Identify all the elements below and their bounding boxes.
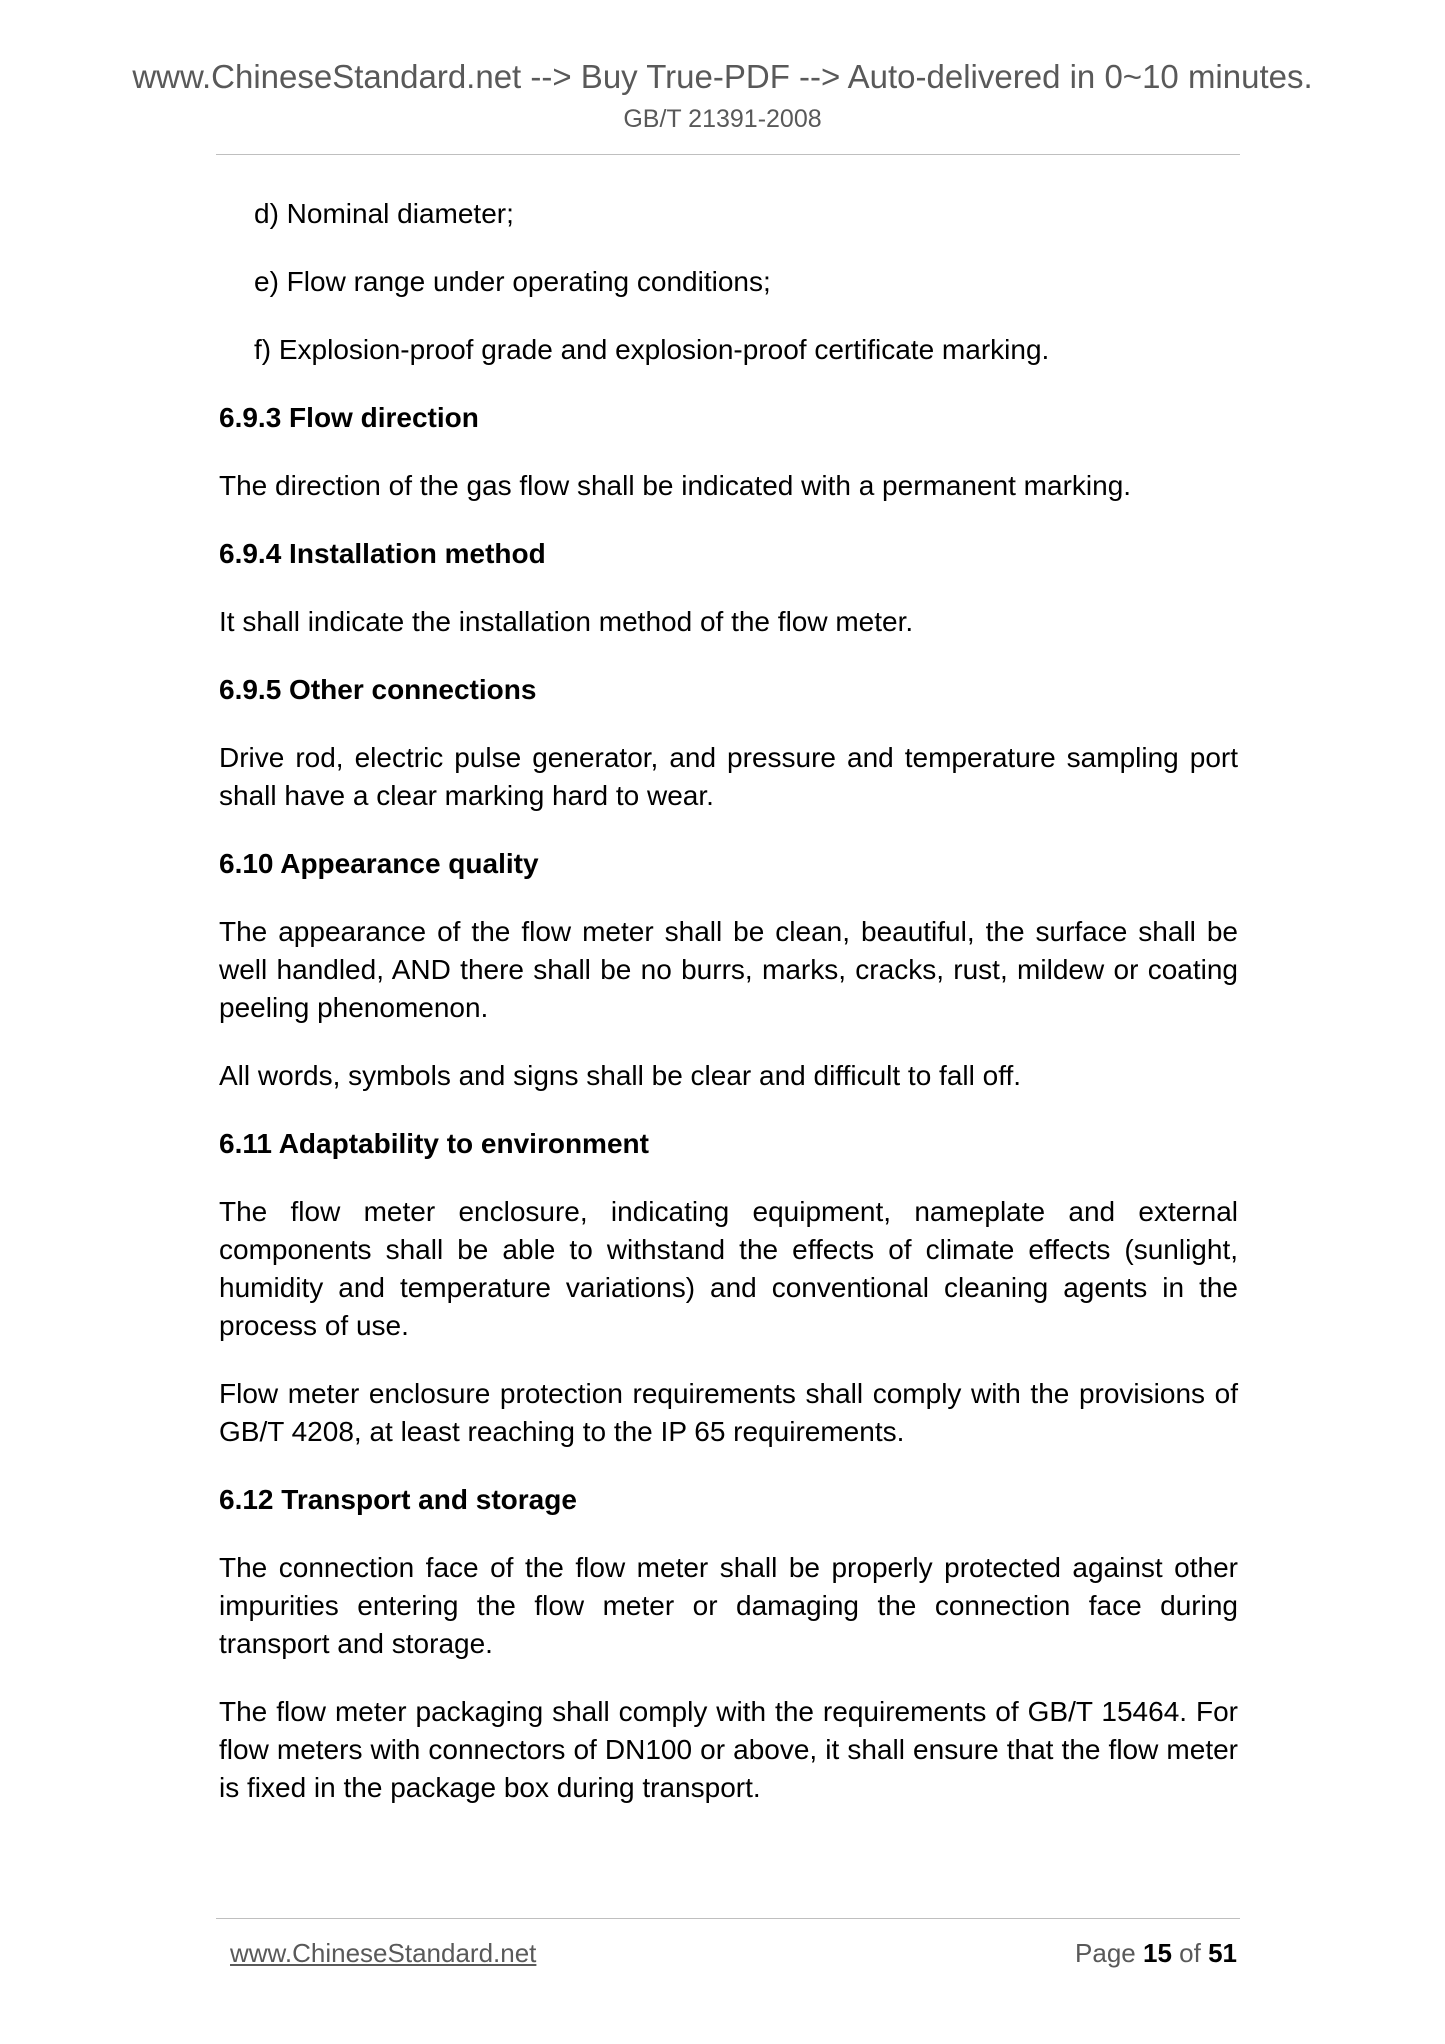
paragraph-6-11-b: Flow meter enclosure protection requirements shall comply with the provisions of GB/T 4208, at least reaching to the IP 65 requirements. xyxy=(219,1378,1238,1447)
paragraph-6-9-4: It shall indicate the installation method of the flow meter. xyxy=(219,606,914,637)
section-heading-6-11: 6.11 Adaptability to environment xyxy=(219,1128,649,1159)
header-banner: www.ChineseStandard.net --> Buy True-PDF --> Auto-delivered in 0~10 minutes. xyxy=(132,58,1313,95)
section-heading-6-9-5: 6.9.5 Other connections xyxy=(219,674,537,705)
header-divider xyxy=(216,154,1240,155)
list-item-d: d) Nominal diameter; xyxy=(254,198,514,229)
page-content xyxy=(219,195,1238,1837)
list-item-e: e) Flow range under operating conditions; xyxy=(254,266,771,297)
page-label: Page xyxy=(1075,1938,1136,1968)
page-current: 15 xyxy=(1143,1938,1172,1968)
section-heading-6-12: 6.12 Transport and storage xyxy=(219,1484,577,1515)
footer-divider xyxy=(216,1918,1240,1919)
paragraph-6-9-5: Drive rod, electric pulse generator, and pressure and temperature sampling port shall have a clear marking hard to wear. xyxy=(219,742,1238,811)
section-heading-6-10: 6.10 Appearance quality xyxy=(219,848,539,879)
paragraph-6-10-a: The appearance of the flow meter shall be clean, beautiful, the surface shall be well handled, AND there shall be no burrs, marks, cracks, rust, mildew or coating peeling phenomenon. xyxy=(219,916,1238,1023)
paragraph-6-9-3: The direction of the gas flow shall be indicated with a permanent marking. xyxy=(219,470,1132,501)
paragraph-6-12-b: The flow meter packaging shall comply with the requirements of GB/T 15464. For flow meters with connectors of DN100 or above, it shall ensure that the flow meter is fixed in the package box during transport. xyxy=(219,1696,1238,1803)
section-heading-6-9-4: 6.9.4 Installation method xyxy=(219,538,546,569)
paragraph-6-10-b: All words, symbols and signs shall be clear and difficult to fall off. xyxy=(219,1060,1022,1091)
footer-website-link[interactable]: www.ChineseStandard.net xyxy=(230,1938,537,1968)
paragraph-6-12-a: The connection face of the flow meter shall be properly protected against other impurities entering the flow meter or damaging the connection face during transport and storage. xyxy=(219,1552,1238,1659)
list-item-f: f) Explosion-proof grade and explosion-proof certificate marking. xyxy=(254,334,1050,365)
page-number xyxy=(1075,1937,1237,1969)
page-of-label: of xyxy=(1179,1938,1201,1968)
section-heading-6-9-3: 6.9.3 Flow direction xyxy=(219,402,479,433)
paragraph-6-11-a: The flow meter enclosure, indicating equipment, nameplate and external components shall be able to withstand the effects of climate effects (sunlight, humidity and temperature variations) and conventional cleaning agents in the process of use. xyxy=(219,1196,1238,1341)
document-code: GB/T 21391-2008 xyxy=(623,105,822,133)
page-total: 51 xyxy=(1208,1938,1237,1968)
